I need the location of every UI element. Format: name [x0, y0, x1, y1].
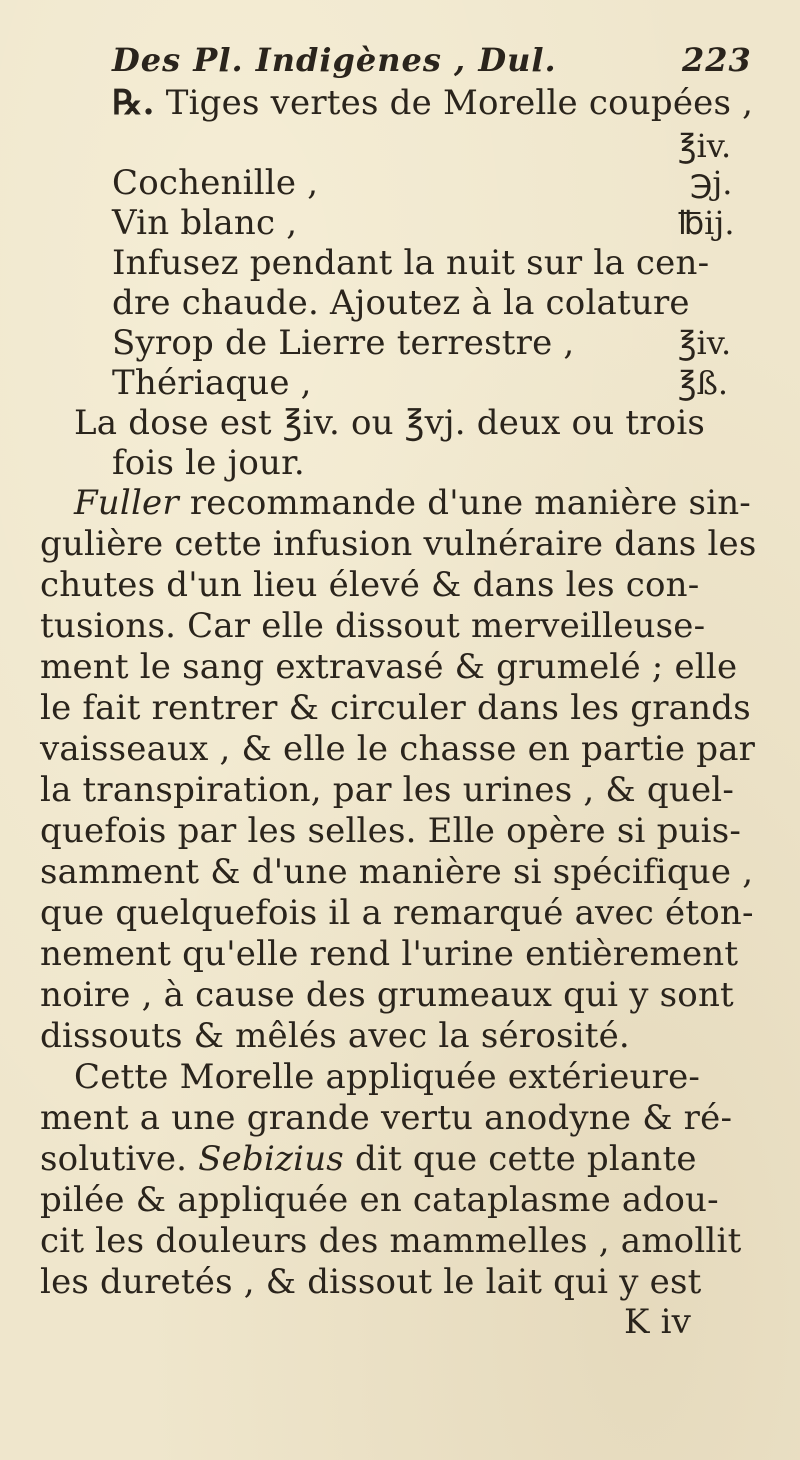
para2-line-3-rest: dit que cette plante	[343, 1139, 697, 1179]
para2-line-4: pilée & appliquée en cataplasme adou-	[40, 1180, 719, 1220]
para2-line-3	[40, 1139, 697, 1179]
para2-line-3-start: solutive.	[40, 1139, 199, 1179]
quantity-3: ℔ij.	[678, 204, 735, 242]
recipe-ingredient-3: Vin blanc ,	[112, 203, 298, 243]
recipe-ingredient-1: Tiges vertes de Morelle coupées ,	[165, 83, 754, 123]
para1-line-2: gulière cette infusion vulnéraire dans les	[40, 524, 757, 564]
para1-line-4: tusions. Car elle dissout merveilleuse-	[40, 606, 706, 646]
quantity-5: ℥ß.	[678, 364, 729, 402]
recipe-ingredient-2: Cochenille ,	[112, 163, 319, 203]
recipe-ingredient-4: Syrop de Lierre terrestre ,	[112, 323, 575, 363]
para1-line-6: le fait rentrer & circuler dans les grands	[40, 688, 751, 728]
para1-line-9: quefois par les selles. Elle opère si puis-	[40, 811, 742, 851]
para1-line-12: nement qu'elle rend l'urine entièrement	[40, 934, 739, 974]
infuse-line-1: Infusez pendant la nuit sur la cen-	[112, 243, 710, 283]
author-sebizius: Sebizius	[198, 1139, 344, 1179]
running-title: Des Pl. Indigènes , Dul.	[112, 41, 557, 79]
recipe-line-1	[112, 83, 753, 123]
para1-line-1-text: recommande d'une manière sin-	[178, 483, 751, 523]
para1-line-11: que quelquefois il a remarqué avec éton-	[40, 893, 754, 933]
author-fuller: Fuller	[74, 483, 179, 523]
para2-line-5: cit les douleurs des mammelles , amollit	[40, 1221, 742, 1261]
quantity-1: ℥iv.	[678, 127, 732, 165]
para1-line-8: la transpiration, par les urines , & quel-	[40, 770, 735, 810]
dose-line-2: fois le jour.	[112, 443, 305, 483]
para1-line-13: noire , à cause des grumeaux qui y sont	[40, 975, 734, 1015]
para2-line-2: ment a une grande vertu anodyne & ré-	[40, 1098, 733, 1138]
recipe-ingredient-5: Thériaque ,	[112, 363, 312, 403]
page-number: 223	[682, 41, 752, 79]
rx-symbol: ℞.	[112, 83, 155, 123]
para1-line-7: vaisseaux , & elle le chasse en partie par	[40, 729, 756, 769]
para1-line-5: ment le sang extravasé & grumelé ; elle	[40, 647, 738, 687]
infuse-line-2: dre chaude. Ajoutez à la colature	[112, 283, 690, 323]
para2-line-6: les duretés , & dissout le lait qui y est	[40, 1262, 702, 1302]
para1-line-1	[74, 483, 751, 523]
para2-line-1: Cette Morelle appliquée extérieure-	[74, 1057, 701, 1097]
quantity-2: ℈j.	[690, 164, 733, 202]
dose-line-1: La dose est ℥iv. ou ℥vj. deux ou trois	[74, 403, 706, 443]
para1-line-10: samment & d'une manière si spécifique ,	[40, 852, 754, 892]
quantity-4: ℥iv.	[678, 324, 732, 362]
para1-line-14: dissouts & mêlés avec la sérosité.	[40, 1016, 630, 1056]
para1-line-3: chutes d'un lieu élevé & dans les con-	[40, 565, 700, 605]
signature-mark: K iv	[624, 1302, 692, 1342]
